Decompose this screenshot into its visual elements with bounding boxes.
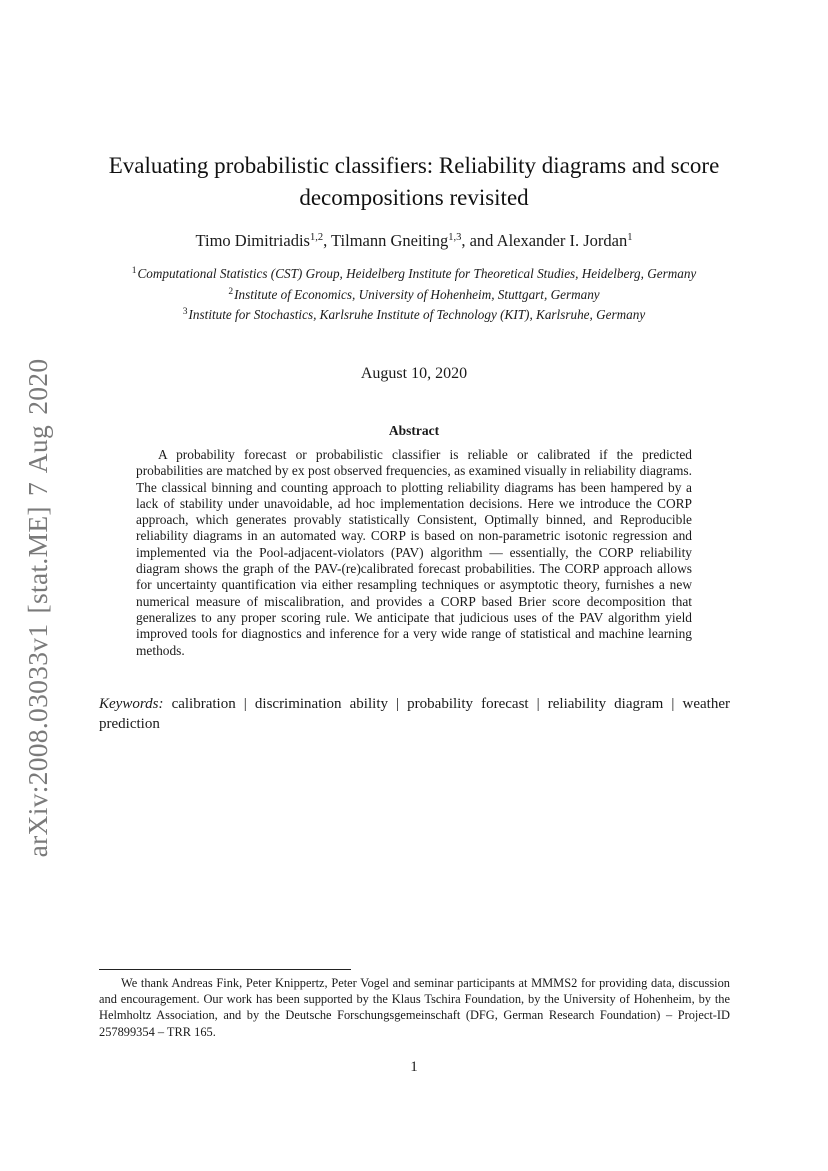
affiliation — [100, 265, 728, 286]
title-line-2: decompositions revisited — [299, 185, 529, 210]
footnote: We thank Andreas Fink, Peter Knippertz, Peter Vogel and seminar participants at MMMS2 for providing data, discussion and encouragement. Our work has been supported by the Klaus Tschira Foundation, by the University of Hohenheim, by the Helmholtz Association, and by the Deutsche Forschungsgemeinschaft (DFG, German Research Foundation) – Project-ID 257899354 – TRR 165. — [99, 976, 730, 1039]
author-affil-mark: 1,3 — [448, 232, 462, 243]
footnote-rule — [99, 969, 351, 970]
affiliation-text: Institute for Stochastics, Karlsruhe Institute of Technology (KIT), Karlsruhe, Germany — [188, 307, 646, 322]
author-name: Tilmann Gneiting — [331, 231, 449, 250]
affiliation — [100, 286, 728, 307]
author-list — [90, 231, 738, 254]
title-line-1: Evaluating probabilistic classifiers: Reliability diagrams and score — [108, 153, 720, 178]
affiliations — [100, 265, 728, 327]
keywords-text: calibration | discrimination ability | probability forecast | reliability diagram | weather prediction — [99, 696, 731, 732]
keywords-label: Keywords: — [99, 696, 164, 712]
affiliation-mark: 1 — [131, 266, 137, 276]
abstract-heading: Abstract — [388, 423, 440, 438]
affiliation — [100, 306, 728, 327]
affiliation-text: Institute of Economics, University of Hohenheim, Stuttgart, Germany — [234, 286, 600, 302]
page-number: 1 — [410, 1059, 418, 1075]
affiliation-mark: 3 — [182, 307, 188, 317]
author-separator: , — [323, 231, 332, 250]
affiliation-text: Computational Statistics (CST) Group, Heidelberg Institute for Theoretical Studies, Heidelberg, Germany — [137, 266, 697, 281]
arxiv-stamp-text: arXiv:2008.03033v1 [stat.ME] 7 Aug 2020 — [22, 358, 53, 858]
author-affil-mark: 1 — [627, 232, 633, 243]
abstract-body: A probability forecast or probabilistic classifier is reliable or calibrated if the predicted probabilities are matched by ex post observed frequencies, as examined visually in reliability diagrams. The classical binning and counting approach to plotting reliability diagrams has been hampered by a lack of stability under unavoidable, ad hoc implementation decisions. Here we introduce the CORP approach, which generates provably statistically Consistent, Optimally binned, and Reproducible reliability diagrams in an automated way. CORP is based on non-parametric isotonic regression and implemented via the Pool-adjacent-violators (PAV) algorithm — essentially, the CORP reliability diagram shows the graph of the PAV-(re)calibrated forecast probabilities. The CORP approach allows for uncertainty quantification via either resampling techniques or asymptotic theory, furnishes a new numerical measure of miscalibration, and provides a CORP based Brier score decomposition that generalizes to any proper scoring rule. We anticipate that judicious uses of the PAV algorithm yield improved tools for diagnostics and inference for a very wide range of statistical and machine learning methods. — [136, 447, 692, 658]
author-name: Alexander I. Jordan — [496, 231, 628, 250]
paper-title — [90, 150, 738, 214]
paper-date: August 10, 2020 — [360, 365, 468, 382]
author-separator: , and — [461, 231, 497, 250]
author-name: Timo Dimitriadis — [195, 231, 310, 250]
keywords — [99, 694, 730, 734]
affiliation-mark: 2 — [228, 286, 234, 297]
author-affil-mark: 1,2 — [309, 232, 324, 243]
